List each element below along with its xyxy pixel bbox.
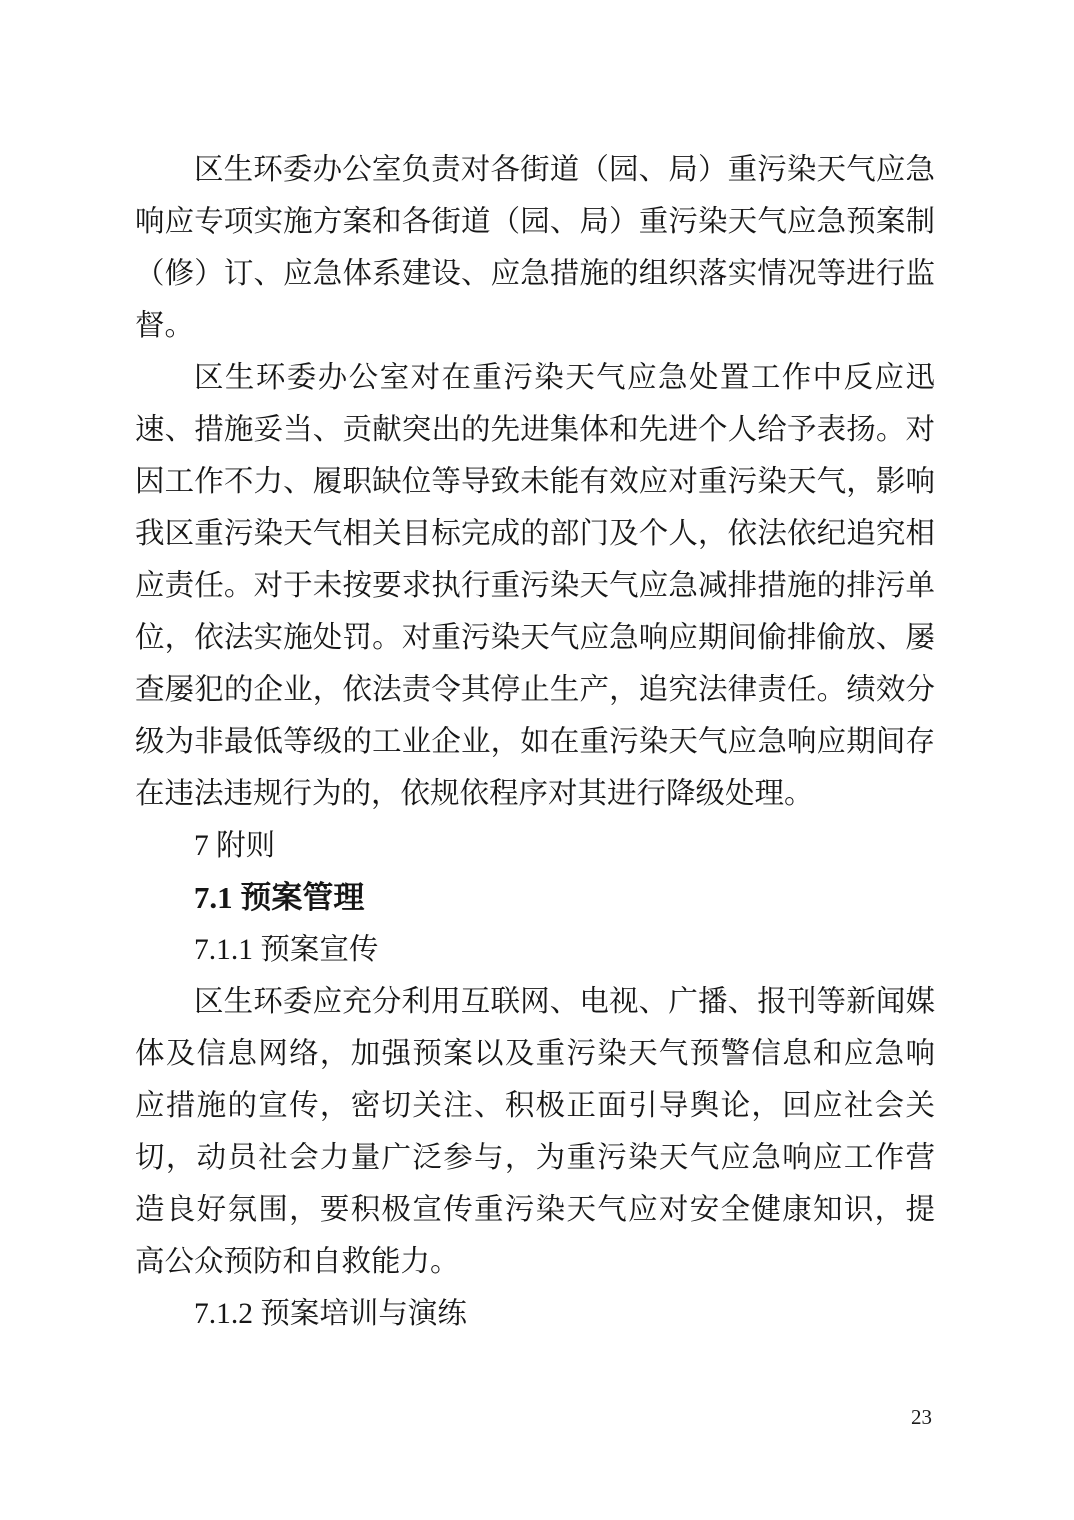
heading-appendix: 7 附则	[194, 830, 276, 862]
heading-plan-management: 7.1 预案管理	[193, 880, 365, 915]
heading-plan-training-drill: 7.1.2 预案培训与演练	[194, 1298, 467, 1330]
text-line: 在违法违规行为的，依规依程序对其进行降级处理。	[135, 778, 814, 810]
text-line: 督。	[135, 310, 195, 342]
text-line: 查屡犯的企业，依法责令其停止生产，追究法律责任。绩效分	[135, 674, 935, 706]
text-line: 切，动员社会力量广泛参与，为重污染天气应急响应工作营	[135, 1142, 935, 1174]
text-line: （修）订、应急体系建设、应急措施的组织落实情况等进行监	[135, 258, 935, 290]
text-line: 造良好氛围，要积极宣传重污染天气应对安全健康知识，提	[135, 1194, 935, 1226]
document-body	[135, 144, 935, 1340]
text-line: 区生环委应充分利用互联网、电视、广播、报刊等新闻媒	[194, 986, 935, 1018]
text-line: 我区重污染天气相关目标完成的部门及个人，依法依纪追究相	[135, 518, 935, 550]
paragraph-rewards-punishments	[135, 352, 935, 820]
text-line: 应责任。对于未按要求执行重污染天气应急减排措施的排污单	[135, 570, 935, 602]
text-line: 高公众预防和自救能力。	[135, 1246, 460, 1278]
paragraph-supervision	[135, 144, 935, 352]
text-line: 体及信息网络，加强预案以及重污染天气预警信息和应急响	[135, 1038, 935, 1070]
text-line: 级为非最低等级的工业企业，如在重污染天气应急响应期间存	[135, 726, 935, 758]
paragraph-publicity	[135, 976, 935, 1288]
text-line: 应措施的宣传，密切关注、积极正面引导舆论，回应社会关	[135, 1090, 935, 1122]
text-line: 响应专项实施方案和各街道（园、局）重污染天气应急预案制	[135, 206, 935, 238]
text-line: 位，依法实施处罚。对重污染天气应急响应期间偷排偷放、屡	[135, 622, 935, 654]
text-line: 区生环委办公室负责对各街道（园、局）重污染天气应急	[194, 154, 935, 186]
text-line: 区生环委办公室对在重污染天气应急处置工作中反应迅	[194, 362, 935, 394]
page-number: 23	[911, 1405, 932, 1429]
heading-plan-publicity: 7.1.1 预案宣传	[194, 934, 379, 966]
text-line: 因工作不力、履职缺位等导致未能有效应对重污染天气，影响	[135, 466, 935, 498]
text-line: 速、措施妥当、贡献突出的先进集体和先进个人给予表扬。对	[135, 414, 935, 446]
